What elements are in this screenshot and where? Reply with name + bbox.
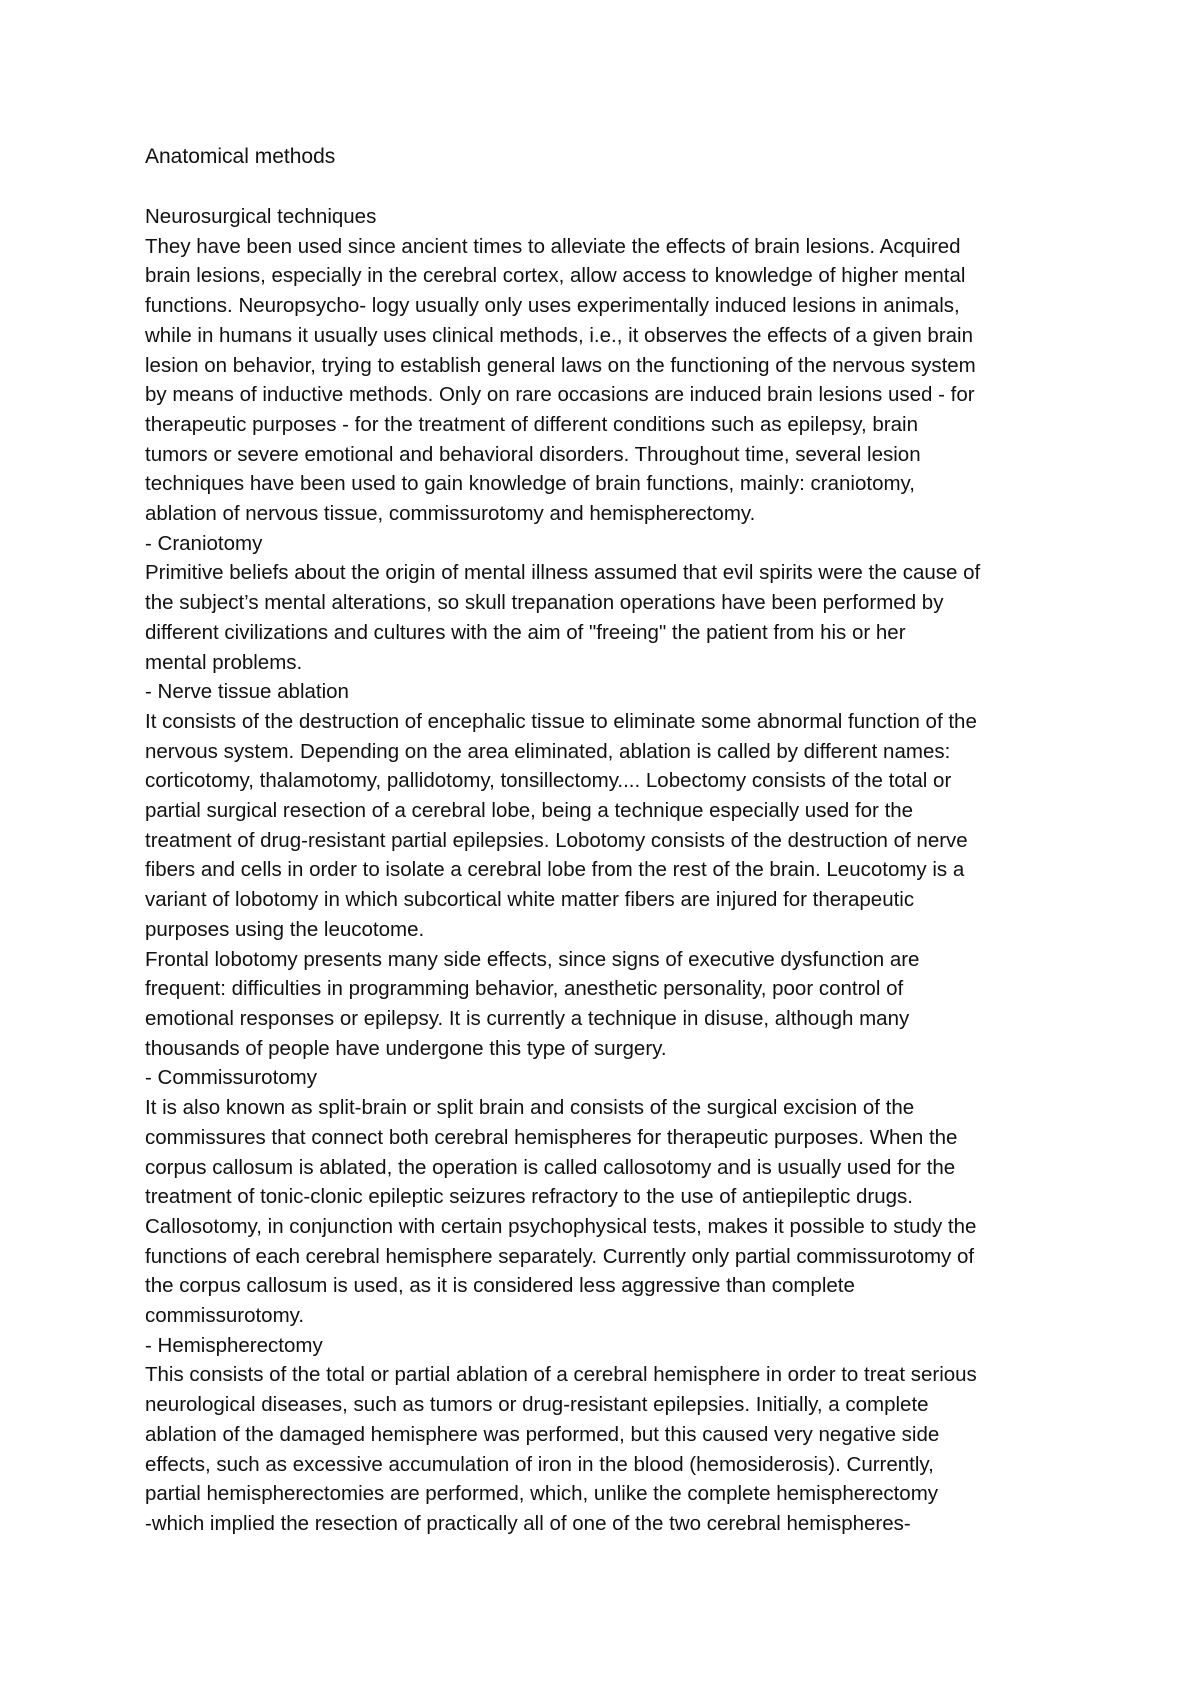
- body-line: ablation of the damaged hemisphere was performed, but this caused very negative side: [145, 1422, 940, 1446]
- body-line: tumors or severe emotional and behavioral disorders. Throughout time, several lesion: [145, 442, 921, 466]
- body-line: Neurosurgical techniques: [145, 205, 377, 228]
- body-line: It consists of the destruction of encephalic tissue to eliminate some abnormal function of the: [145, 709, 977, 733]
- body-line: while in humans it usually uses clinical methods, i.e., it observes the effects of a given brain: [145, 323, 974, 347]
- body-line: different civilizations and cultures with the aim of "freeing" the patient from his or her: [145, 620, 906, 644]
- section-heading: - Craniotomy: [145, 531, 263, 555]
- body-line: -which implied the resection of practically all of one of the two cerebral hemispheres-: [145, 1511, 911, 1535]
- body-line: thousands of people have undergone this type of surgery.: [145, 1036, 667, 1060]
- section-heading: - Nerve tissue ablation: [145, 680, 349, 704]
- body-line: nervous system. Depending on the area eliminated, ablation is called by different names:: [145, 739, 951, 763]
- body-line: treatment of tonic-clonic epileptic seizures refractory to the use of antiepileptic drugs.: [145, 1185, 913, 1209]
- body-line: They have been used since ancient times to alleviate the effects of brain lesions. Acquired: [145, 234, 961, 258]
- body-line: neurological diseases, such as tumors or drug-resistant epilepsies. Initially, a complete: [145, 1393, 929, 1417]
- body-line: lesion on behavior, trying to establish general laws on the functioning of the nervous system: [145, 353, 976, 377]
- body-line: commissurotomy.: [145, 1304, 305, 1328]
- body-line: purposes using the leucotome.: [145, 917, 425, 941]
- body-line: functions of each cerebral hemisphere separately. Currently only partial commissurotomy of: [145, 1244, 975, 1268]
- body-line: frequent: difficulties in programming behavior, anesthetic personality, poor control of: [145, 977, 904, 1001]
- body-line: by means of inductive methods. Only on rare occasions are induced brain lesions used - for: [145, 383, 975, 407]
- body-line: therapeutic purposes - for the treatment of different conditions such as epilepsy, brain: [145, 412, 918, 436]
- body-line: partial hemispherectomies are performed, which, unlike the complete hemispherectomy: [145, 1482, 939, 1506]
- body-line: effects, such as excessive accumulation of iron in the blood (hemosiderosis). Currently,: [145, 1452, 934, 1476]
- body-line: brain lesions, especially in the cerebral cortex, allow access to knowledge of higher mental: [145, 264, 966, 288]
- body-line: mental problems.: [145, 650, 303, 674]
- section-heading: - Hemispherectomy: [145, 1333, 323, 1357]
- body-line: fibers and cells in order to isolate a cerebral lobe from the rest of the brain. Leucotomy is a: [145, 858, 965, 882]
- body-line: treatment of drug-resistant partial epilepsies. Lobotomy consists of the destruction of nerve: [145, 828, 968, 852]
- document-page: [145, 142, 1070, 1539]
- body-line: Callosotomy, in conjunction with certain psychophysical tests, makes it possible to study the: [145, 1214, 977, 1238]
- body-line: Frontal lobotomy presents many side effects, since signs of executive dysfunction are: [145, 947, 920, 971]
- body-line: It is also known as split-brain or split brain and consists of the surgical excision of the: [145, 1096, 915, 1120]
- body-line: partial surgical resection of a cerebral lobe, being a technique especially used for the: [145, 799, 914, 823]
- body-line: techniques have been used to gain knowledge of brain functions, mainly: craniotomy,: [145, 472, 915, 496]
- body-line: corpus callosum is ablated, the operation is called callosotomy and is usually used for the: [145, 1155, 956, 1179]
- body-line: ablation of nervous tissue, commissurotomy and hemispherectomy.: [145, 502, 756, 526]
- body-line: emotional responses or epilepsy. It is currently a technique in disuse, although many: [145, 1006, 910, 1030]
- document-title: Anatomical methods: [145, 145, 336, 168]
- body-line: variant of lobotomy in which subcortical white matter fibers are injured for therapeutic: [145, 888, 915, 912]
- body-line: corticotomy, thalamotomy, pallidotomy, tonsillectomy.... Lobectomy consists of the total or: [145, 769, 952, 793]
- body-line: Primitive beliefs about the origin of mental illness assumed that evil spirits were the cause of: [145, 561, 981, 585]
- body-line: the subject’s mental alterations, so skull trepanation operations have been performed by: [145, 591, 944, 615]
- body-line: This consists of the total or partial ablation of a cerebral hemisphere in order to treat serious: [145, 1363, 977, 1387]
- body-line: functions. Neuropsycho- logy usually only uses experimentally induced lesions in animals,: [145, 294, 960, 318]
- document-body: [145, 202, 1070, 1539]
- body-line: the corpus callosum is used, as it is considered less aggressive than complete: [145, 1274, 855, 1298]
- body-line: commissures that connect both cerebral hemispheres for therapeutic purposes. When the: [145, 1125, 958, 1149]
- section-heading: - Commissurotomy: [145, 1066, 317, 1090]
